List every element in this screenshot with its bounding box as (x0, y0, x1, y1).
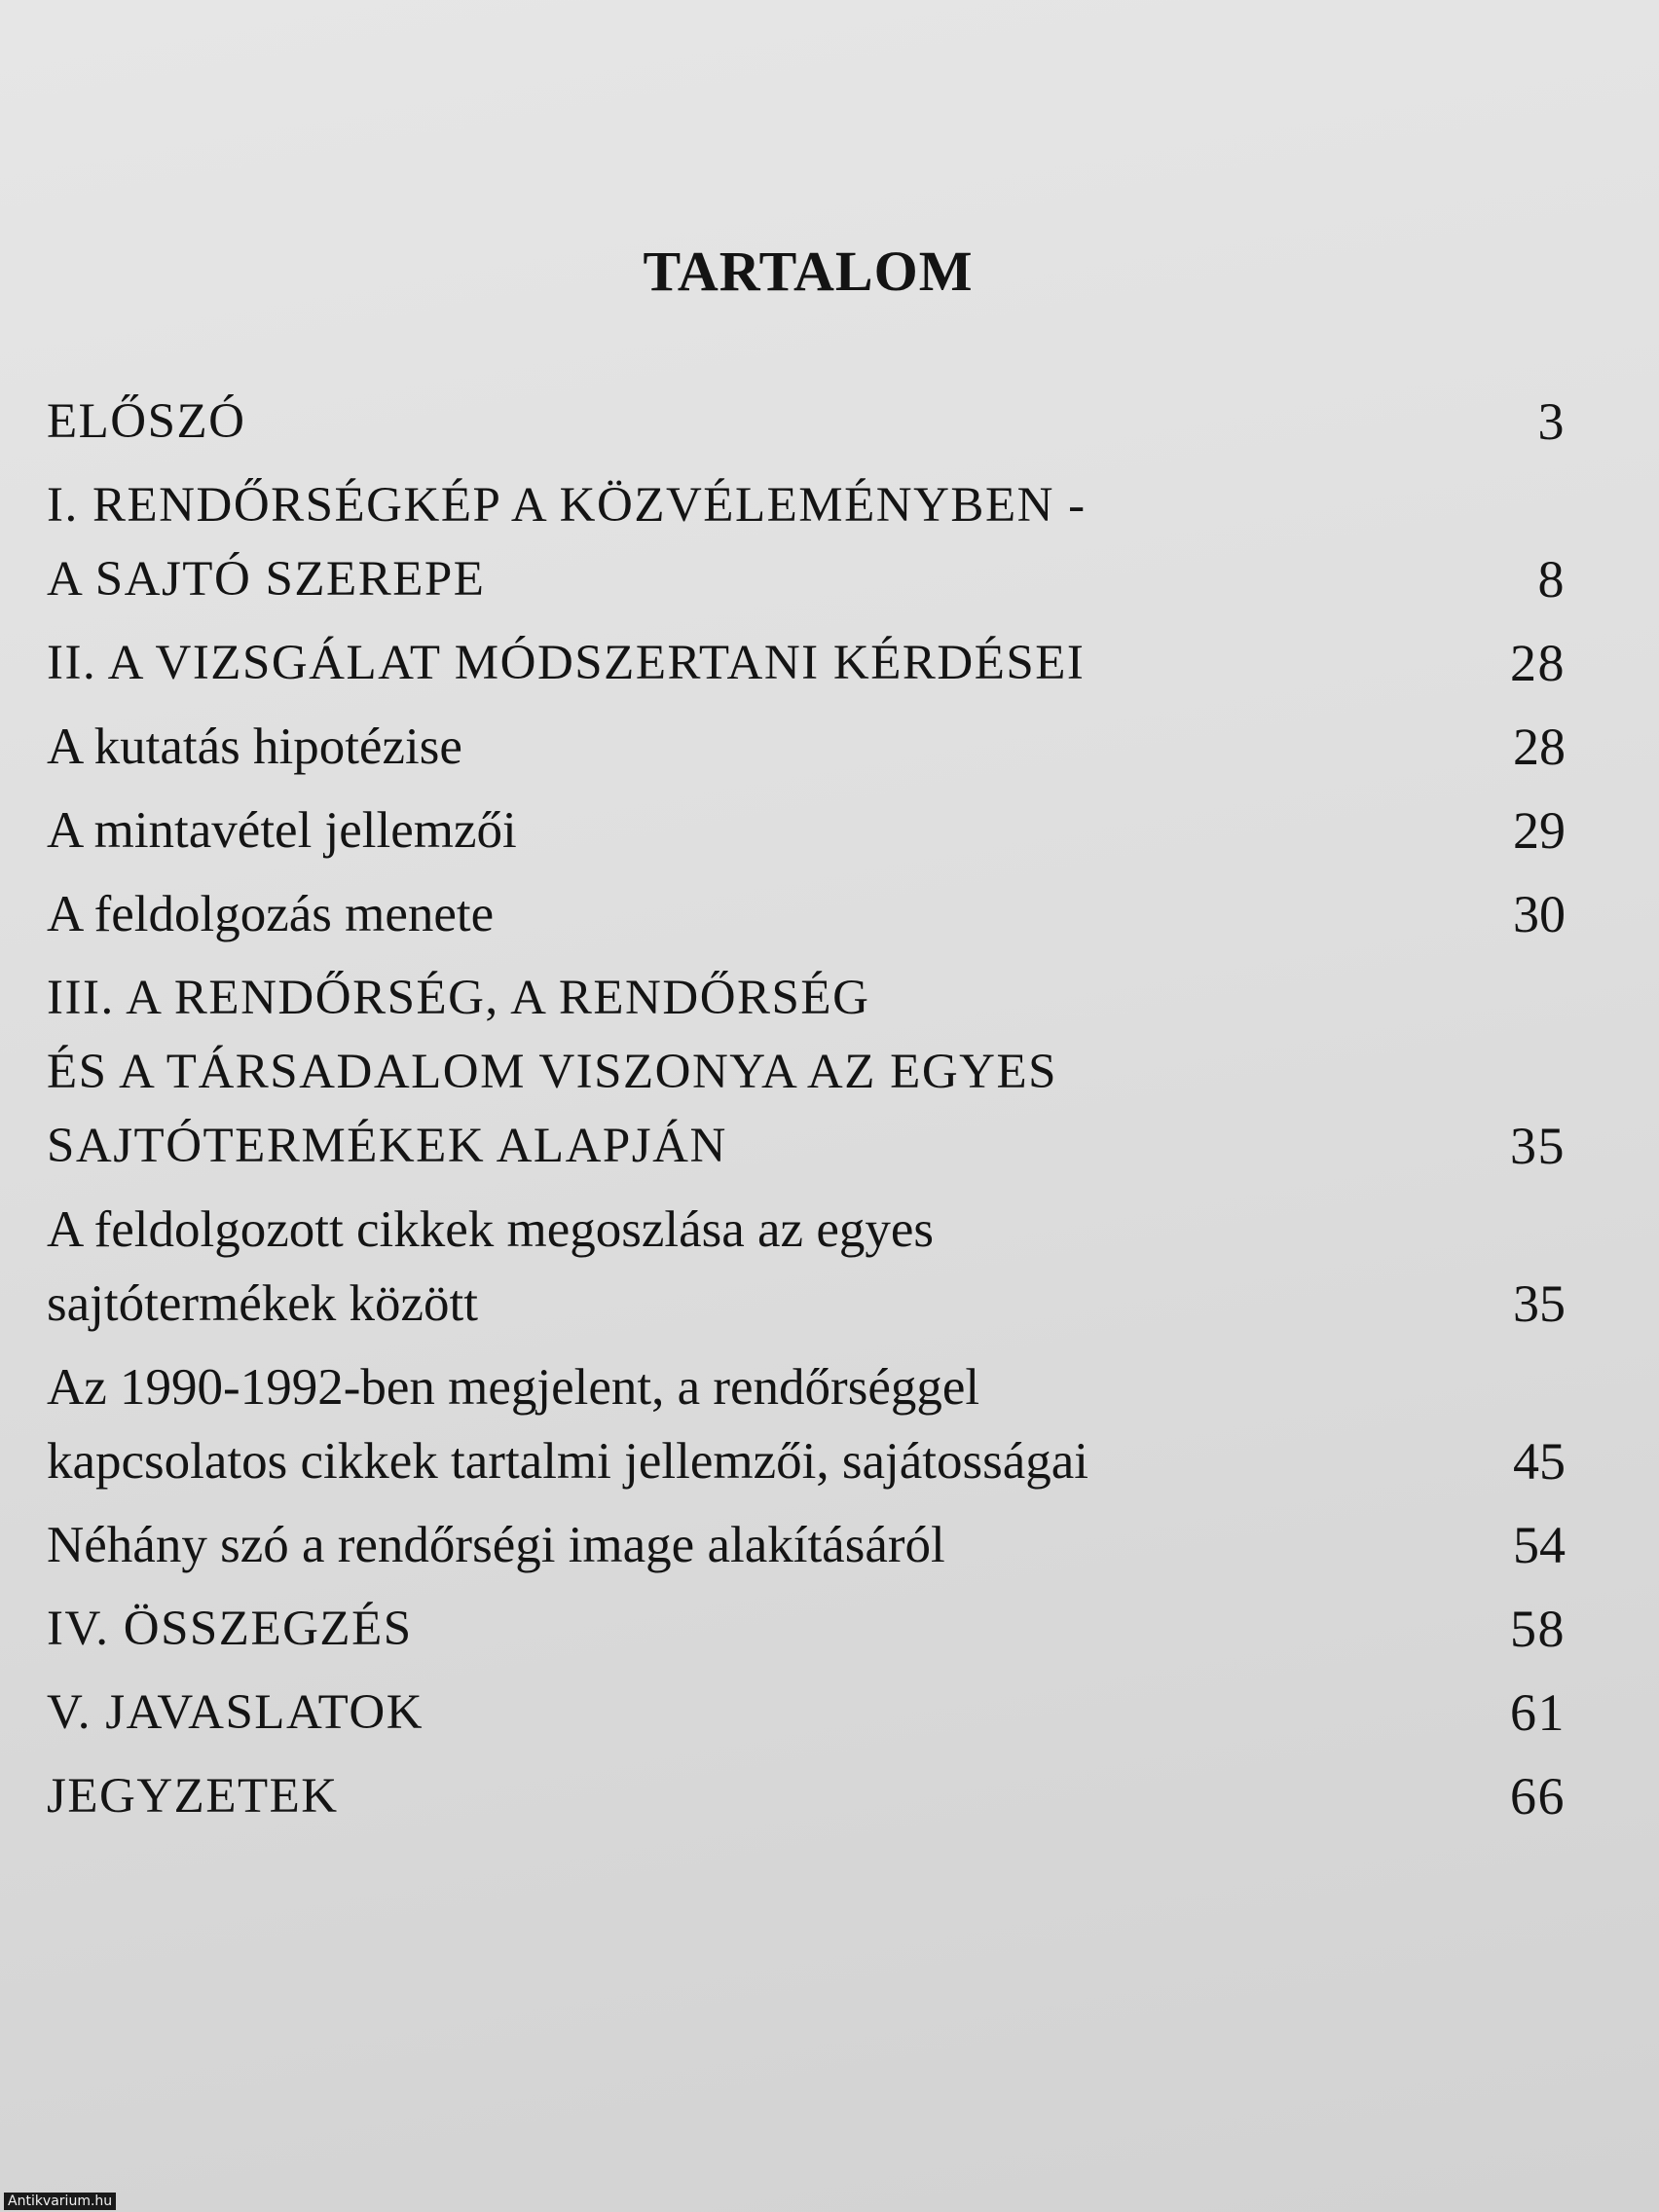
toc-page-number: 54 (1513, 1516, 1566, 1574)
toc-entry (47, 1676, 1575, 1750)
toc-entry (47, 1350, 1575, 1498)
toc-entry-line: A feldolgozott cikkek megoszlása az egyes (47, 1201, 934, 1258)
toc-page-number: 30 (1513, 885, 1566, 943)
toc-entry-title (47, 1193, 1429, 1341)
toc-entry-title (47, 1759, 1429, 1833)
toc-entry-line: I. RENDŐRSÉGKÉP A KÖZVÉLEMÉNYBEN - (47, 478, 1087, 533)
toc-page-number: 28 (1513, 718, 1566, 776)
toc-entry (47, 1193, 1575, 1341)
toc-entry (47, 1592, 1575, 1666)
toc-page-number: 58 (1510, 1600, 1566, 1658)
toc-entry-line: ÉS A TÁRSADALOM VISZONYA AZ EGYES (47, 1045, 1057, 1099)
toc-entry (47, 385, 1575, 459)
toc-entry-line: A mintavétel jellemzői (47, 802, 517, 859)
toc-entry (47, 626, 1575, 700)
toc-entry-line: III. A RENDŐRSÉG, A RENDŐRSÉG (47, 971, 870, 1025)
toc-entry (47, 710, 1575, 784)
toc-entry-line: ELŐSZÓ (47, 394, 246, 449)
toc-entry-line: Az 1990-1992-ben megjelent, a rendőrséggel (47, 1359, 980, 1416)
toc-entry-line: II. A VIZSGÁLAT MÓDSZERTANI KÉRDÉSEI (47, 636, 1086, 690)
toc-entry-title (47, 961, 1429, 1183)
toc-page-number: 29 (1513, 801, 1566, 860)
toc-page-number: 3 (1537, 392, 1566, 451)
toc-entry-title (47, 1350, 1429, 1498)
toc-entry-line: Néhány szó a rendőrségi image alakításáról (47, 1517, 945, 1573)
toc-entry-line: V. JAVASLATOK (47, 1685, 424, 1740)
toc-entry (47, 793, 1575, 867)
toc-entry-title (47, 385, 1429, 459)
toc-entry-line: SAJTÓTERMÉKEK ALAPJÁN (47, 1119, 727, 1173)
toc-page-number: 66 (1510, 1767, 1566, 1825)
toc-entry-title (47, 793, 1429, 867)
toc-entry (47, 468, 1575, 616)
toc-entry (47, 1759, 1575, 1833)
toc-entry (47, 877, 1575, 951)
toc-entry-title (47, 1592, 1429, 1666)
toc-page-number: 35 (1513, 1274, 1566, 1333)
page-title: TARTALOM (643, 240, 974, 303)
toc-entry-line: sajtótermékek között (47, 1275, 478, 1332)
toc-entry (47, 961, 1575, 1183)
toc-page-number: 35 (1510, 1117, 1566, 1175)
toc-entry-line: kapcsolatos cikkek tartalmi jellemzői, sajátosságai (47, 1433, 1088, 1490)
toc-entry-title (47, 626, 1429, 700)
toc-page-number: 8 (1537, 550, 1566, 608)
table-of-contents (47, 385, 1575, 1843)
toc-entry-line: JEGYZETEK (47, 1769, 339, 1824)
toc-entry-line: IV. ÖSSZEGZÉS (47, 1602, 413, 1656)
toc-page-number: 45 (1513, 1432, 1566, 1491)
toc-page-number: 61 (1510, 1683, 1566, 1742)
toc-entry-title (47, 1508, 1429, 1582)
watermark: Antikvarium.hu (4, 2193, 116, 2210)
toc-entry-line: A feldolgozás menete (47, 886, 495, 942)
toc-entry-line: A kutatás hipotézise (47, 719, 462, 775)
toc-entry-title (47, 468, 1429, 616)
toc-entry-title (47, 877, 1429, 951)
toc-entry-title (47, 710, 1429, 784)
toc-entry-line: A SAJTÓ SZEREPE (47, 552, 486, 607)
toc-entry (47, 1508, 1575, 1582)
toc-entry-title (47, 1676, 1429, 1750)
toc-page-number: 28 (1510, 634, 1566, 692)
